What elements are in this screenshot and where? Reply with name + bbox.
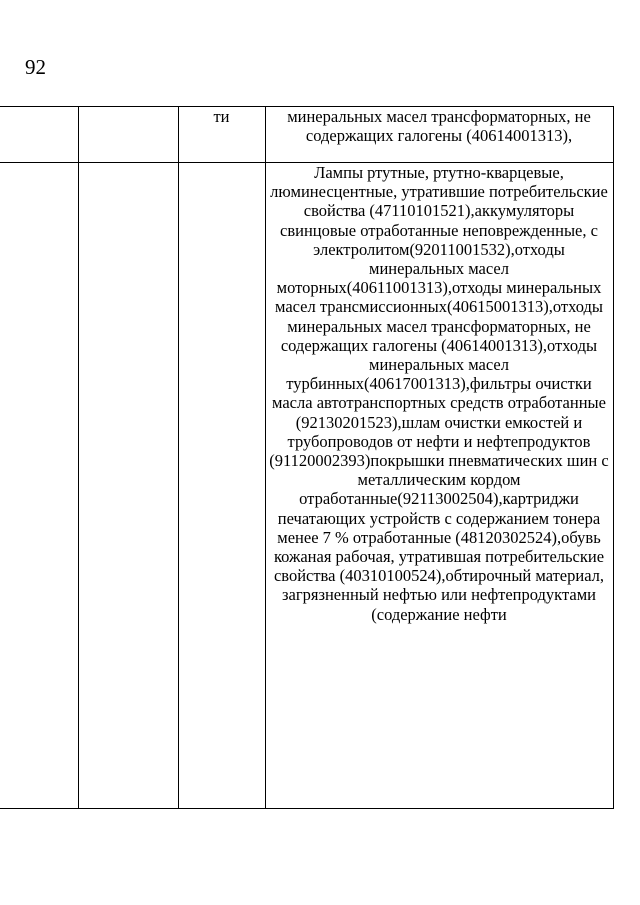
table-row [0,163,613,809]
table-cell-col3: ти [178,107,265,163]
table-cell-waste-description: Лампы ртутные, ртутно-кварцевые, люминесцентные, утратившие потребительские свойства (47110101521),аккумуляторы свинцовые отработанные неповрежденные, с электролитом(92011001532),отходы минеральных масел моторных(40611001313),отходы минеральных масел трансмиссионных(40615001313),отходы минеральных масел трансформаторных, не содержащих галогены (40614001313),отходы минеральных масел турбинных(40617001313),фильтры очистки масла автотранспортных средств отработанные (92130201523),шлам очистки емкостей и трубопроводов от нефти и нефтепродуктов (91120002393)покрышки пневматических шин с металлическим кордом отработанные(92113002504),картриджи печатающих устройств с содержанием тонера менее 7 % отработанные (48120302524),обувь кожаная рабочая, утратившая потребительские свойства (40310100524),обтирочный материал, загрязненный нефтью или нефтепродуктами (содержание нефти [265,163,613,809]
table-cell-col3 [178,163,265,809]
table-cell-col1 [0,163,78,809]
table-row [0,107,613,163]
table-cell-waste-description: минеральных масел трансформаторных, не содержащих галогены (40614001313), [265,107,613,163]
table-cell-col1 [0,107,78,163]
table-cell-col2 [78,163,178,809]
table-cell-col2 [78,107,178,163]
waste-table [0,106,614,809]
page-number: 92 [25,55,46,79]
